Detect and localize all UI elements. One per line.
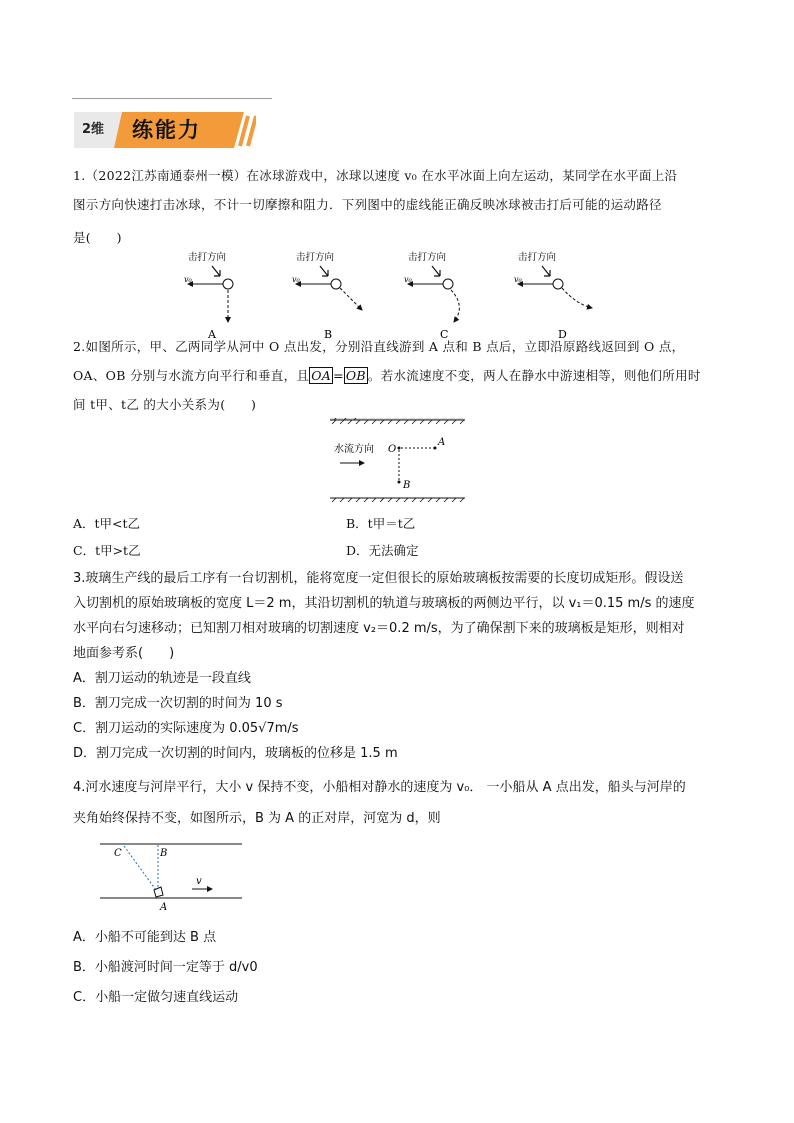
- point-a: A: [438, 437, 446, 448]
- q3-option-b: B．割刀完成一次切割的时间为 10 s: [73, 696, 283, 711]
- point-b: B: [403, 480, 411, 491]
- q2-option-b: B．t甲＝t乙: [346, 516, 416, 531]
- q2-option-c: C．t甲>t乙: [73, 543, 141, 558]
- q1-line-3: 是( ): [73, 230, 122, 245]
- q1-figure-a: [184, 251, 233, 341]
- q1-figure-d: [514, 251, 592, 341]
- q1-figure-c: [404, 251, 459, 341]
- q1-b-label: 击打方向: [296, 252, 335, 263]
- q2-line-1: 2.如图所示，甲、乙两同学从河中 O 点出发，分别沿直线游到 A 点和 B 点后，立即沿原路线返回到 O 点，: [73, 339, 685, 354]
- q2-figure: [330, 418, 465, 506]
- q1-a-v0: v₀: [184, 275, 192, 284]
- q4-option-c: C．小船一定做匀速直线运动: [73, 990, 239, 1005]
- q3-line-3: 水平向右匀速移动；已知割刀相对玻璃的切割速度 v₂＝0.2 m/s，为了确保割下来的玻璃板是矩形，则相对: [73, 621, 685, 636]
- q4-option-b: B．小船渡河时间一定等于 d/v0: [73, 960, 258, 975]
- q4-point-a: A: [160, 902, 168, 913]
- q3-option-a: A．割刀运动的轨迹是一段直线: [73, 671, 251, 686]
- q4-line-1: 4.河水速度与河岸平行，大小 v 保持不变，小船相对静水的速度为 v₀． 一小船从 A 点出发，船头与河岸的: [73, 780, 686, 795]
- q2-line-2-pre: OA、OB 分别与水流方向平行和垂直，且: [73, 368, 310, 383]
- q1-d-label: 击打方向: [518, 252, 557, 263]
- q1-figure-b: [292, 251, 362, 341]
- q1-line-1: 1.（2022江苏南通泰州一模）在冰球游戏中，冰球以速度 v₀ 在水平冰面上向左运动，某同学在水平面上沿: [73, 168, 678, 183]
- q2-line-2: [73, 362, 701, 390]
- vector-oa: OA: [311, 368, 332, 383]
- q2-equals: =: [333, 368, 344, 383]
- q4-option-a: A．小船不可能到达 B 点: [73, 930, 217, 945]
- q1-c-label: 击打方向: [408, 252, 447, 263]
- q4-velocity-v: v: [196, 876, 202, 887]
- q4-figure: [100, 838, 242, 914]
- q3-line-4: 地面参考系( ): [73, 646, 175, 661]
- q1-option-d: D: [558, 328, 567, 341]
- q1-c-v0: v₀: [404, 275, 412, 284]
- q1-option-c: C: [440, 328, 449, 341]
- q3-option-d: D．割刀完成一次切割的时间内，玻璃板的位移是 1.5 m: [73, 746, 398, 761]
- q1-figures: [170, 248, 610, 343]
- q1-line-2: 图示方向快速打击冰球，不计一切摩擦和阻力．下列图中的虚线能正确反映冰球被击打后可能的运动路径: [73, 197, 662, 212]
- q1-option-a: A: [208, 328, 216, 341]
- q1-a-label: 击打方向: [188, 252, 227, 263]
- vector-ob: OB: [345, 368, 366, 383]
- q1-option-b: B: [324, 328, 333, 341]
- q2-option-a: A．t甲<t乙: [73, 516, 141, 531]
- q3-line-2: 入切割机的原始玻璃板的宽度 L＝2 m，其沿切割机的轨道与玻璃板的两侧边平行，以 v₁＝0.15 m/s 的速度: [73, 596, 695, 611]
- flow-direction-label: 水流方向: [334, 444, 374, 455]
- q4-point-c: C: [114, 848, 122, 859]
- section-title: 练能力: [132, 118, 201, 142]
- q3-option-c: C．割刀运动的实际速度为 0.05√7m/s: [73, 721, 299, 736]
- q1-d-v0: v₀: [514, 275, 522, 284]
- badge-number: 2维: [82, 122, 105, 137]
- q1-b-v0: v₀: [292, 275, 300, 284]
- q2-option-d: D．无法确定: [346, 543, 419, 558]
- q4-line-2: 夹角始终保持不变，如图所示，B 为 A 的正对岸，河宽为 d，则: [73, 811, 441, 826]
- point-o: O: [388, 444, 397, 455]
- q3-line-1: 3.玻璃生产线的最后工序有一台切割机，能将宽度一定但很长的原始玻璃板按需要的长度切成矩形。假设送: [73, 571, 684, 586]
- q4-point-b: B: [160, 848, 168, 859]
- q2-line-3: 间 t甲、t乙 的大小关系为( ): [73, 397, 257, 412]
- q2-line-2-post: 。若水流速度不变，两人在静水中游速相等，则他们所用时: [367, 368, 701, 383]
- header-rule: [72, 98, 272, 99]
